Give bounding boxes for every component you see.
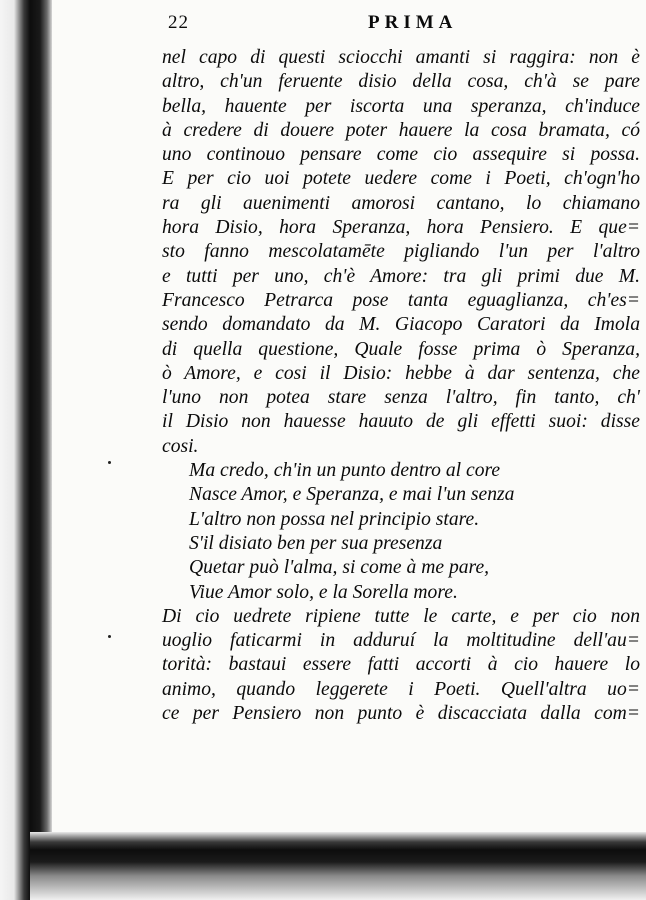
prose-line: Francesco Petrarca pose tanta eguaglianza, ch'es= [162, 289, 640, 311]
prose-line: e tutti per uno, ch'è Amore: tra gli primi due M. [162, 265, 640, 287]
page-sheet [52, 0, 646, 840]
prose-line: E per cio uoi potete uedere come i Poeti, ch'ogn'ho [162, 168, 640, 190]
prose-line: uoglio faticarmi in adduruí la moltitudine dell'au= [162, 630, 640, 652]
verse-line: L'altro non possa nel principio stare. [189, 508, 480, 530]
prose-line: bella, hauente per iscorta una speranza, ch'induce [162, 95, 640, 117]
page-number: 22 [168, 12, 189, 33]
verse-quotation [162, 459, 640, 605]
prose-line: hora Disio, hora Speranza, hora Pensiero. E que= [162, 217, 640, 239]
prose-line: l'uno non potea stare senza l'altro, fin tanto, ch' [162, 387, 640, 409]
verse-line: Ma credo, ch'in un punto dentro al core [189, 460, 501, 482]
verse-line: S'il disiato ben per sua presenza [189, 532, 443, 554]
prose-line: ce per Pensiero non punto è discacciata dalla com= [162, 703, 640, 725]
verse-line: Nasce Amor, e Speranza, e mai l'un senza [189, 484, 515, 506]
prose-line: cosi. [162, 435, 199, 457]
book-bottom-edge [30, 832, 646, 900]
margin-mark [108, 461, 111, 464]
page-text [162, 46, 640, 726]
prose-line: di quella questione, Quale fosse prima ò Speranza, [162, 338, 640, 360]
verse-line: Quetar può l'alma, si come à me pare, [189, 557, 490, 579]
prose-line: torità: bastaui essere fatti accorti à cio hauere lo [162, 654, 640, 676]
prose-line: ra gli auenimenti amorosi cantano, lo chiamano [162, 192, 640, 214]
prose-line: ò Amore, e cosi il Disio: hebbe à dar sentenza, che [162, 362, 640, 384]
prose-line: sto fanno mescolatamēte pigliando l'un per l'altro [162, 241, 640, 263]
margin-mark [108, 635, 111, 638]
prose-line: il Disio non hauesse hauuto de gli effetti suoi: disse [162, 411, 640, 433]
prose-line: sendo domandato da M. Giacopo Caratori da Imola [162, 314, 640, 336]
prose-block [162, 46, 640, 459]
book-binding-edge [0, 0, 52, 900]
verse-line: Viue Amor solo, e la Sorella more. [189, 581, 458, 603]
closing-prose-block [162, 605, 640, 726]
running-title: PRIMA [368, 12, 458, 33]
prose-line: altro, ch'un feruente disio della cosa, ch'à se pare [162, 71, 640, 93]
prose-line: à credere di douere poter hauere la cosa bramata, có [162, 119, 640, 141]
prose-line: uno continouo pensare come cio assequire si possa. [162, 144, 640, 166]
prose-line: animo, quando leggerete i Poeti. Quell'altra uo= [162, 678, 640, 700]
prose-line: Di cio uedrete ripiene tutte le carte, e per cio non [162, 605, 640, 627]
prose-line: nel capo di questi sciocchi amanti si raggira: non è [162, 47, 640, 68]
